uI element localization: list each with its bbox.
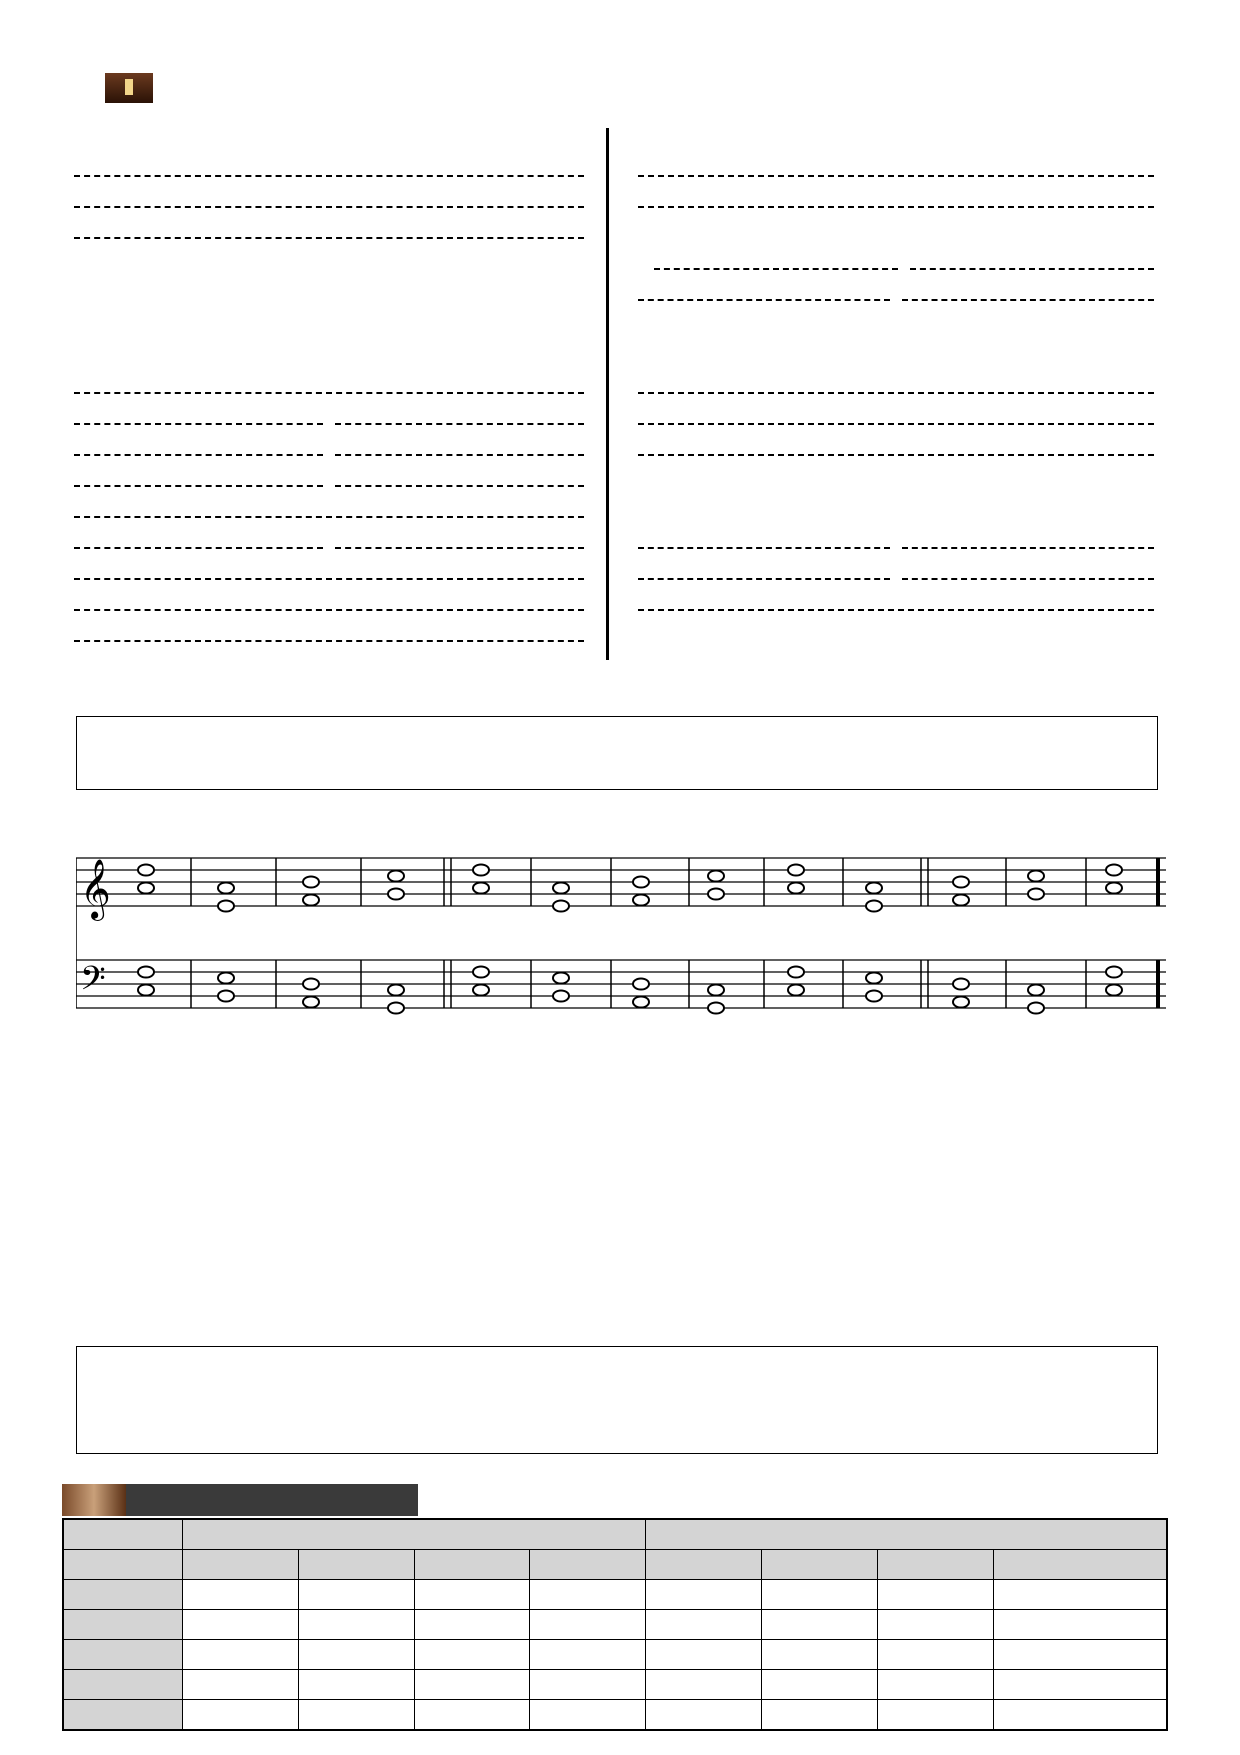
table-cell [414,1640,530,1670]
order-row-leader [638,173,1154,177]
order-row-leader [74,576,584,580]
table-cell [530,1670,646,1700]
table-cell [298,1670,414,1700]
sec1-list [68,159,590,252]
table-cell [993,1670,1167,1700]
order-row-leader [74,483,584,487]
order-row-leader [74,638,584,642]
table-cell [183,1580,299,1610]
order-row [68,159,590,190]
order-row [632,531,1160,562]
order-row [632,283,1160,314]
order-row [632,376,1160,407]
table-row [63,1519,1167,1550]
table-cell [877,1580,993,1610]
order-row [632,345,1160,376]
order-row-leader [638,297,1154,301]
altar-image-icon [105,73,153,103]
table-cell [183,1700,299,1731]
order-row-leader [638,390,1154,394]
duty-title [126,1484,418,1516]
table-header-cell [646,1550,762,1580]
table-header-cell [63,1519,183,1550]
table-header-cell [877,1550,993,1580]
order-row [68,593,590,624]
table-cell [183,1610,299,1640]
order-row [68,407,590,438]
order-row [632,562,1160,593]
order-row [68,562,590,593]
table-header-cell [298,1550,414,1580]
table-header-cell [414,1550,530,1580]
postcommunion-text [76,1346,1158,1454]
order-row-leader [74,421,584,425]
sec2-list [68,376,590,655]
order-row-leader [638,452,1154,456]
priest-image-icon [62,1484,126,1516]
svg-text:𝄞: 𝄞 [80,859,111,919]
sec4-list [632,531,1160,624]
section-heading-eucharist [632,128,1160,159]
sec3-list [632,159,1160,221]
order-row-leader [654,266,1154,270]
order-row [632,438,1160,469]
table-cell [993,1700,1167,1731]
table-cell [877,1670,993,1700]
order-row-leader [74,514,584,518]
order-row [68,624,590,655]
order-row [632,407,1160,438]
order-row [68,469,590,500]
table-cell [762,1580,878,1610]
table-cell [762,1700,878,1731]
table-cell [530,1610,646,1640]
order-row [632,221,1160,252]
table-cell [762,1670,878,1700]
music-staff-lines [76,858,1166,1014]
table-header-cell [530,1550,646,1580]
psalm-chant-score [76,840,1166,1030]
table-row-label [63,1700,183,1731]
table-cell [530,1580,646,1610]
order-right-column [632,128,1160,655]
order-row [68,252,590,283]
table-cell [877,1610,993,1640]
table-row [63,1670,1167,1700]
table-header-cell [183,1519,646,1550]
table-cell [646,1700,762,1731]
table-cell [646,1640,762,1670]
table-cell [646,1580,762,1610]
duty-banner [62,1484,418,1516]
order-row-leader [638,576,1154,580]
order-row [68,531,590,562]
table-cell [762,1640,878,1670]
order-row [632,190,1160,221]
order-row-leader [74,390,584,394]
standing-note [632,624,1160,655]
order-row [632,159,1160,190]
table-row [63,1580,1167,1610]
table-row-label [63,1640,183,1670]
table-row [63,1640,1167,1670]
table-cell [298,1610,414,1640]
table-header-cell [183,1550,299,1580]
order-row-leader [74,545,584,549]
table-cell [646,1670,762,1700]
table-cell [298,1580,414,1610]
table-cell [877,1640,993,1670]
table-row-label [63,1610,183,1640]
section-heading-word [68,345,590,376]
table-row-label [63,1670,183,1700]
order-row-leader [638,421,1154,425]
order-row [68,500,590,531]
column-divider [606,128,609,660]
table-row [63,1700,1167,1731]
table-cell [414,1700,530,1731]
order-row-leader [74,173,584,177]
order-row [632,252,1160,283]
table-cell [762,1610,878,1640]
table-row [63,1550,1167,1580]
table-cell [993,1640,1167,1670]
table-cell [298,1700,414,1731]
collect-text [76,716,1158,790]
order-row [68,190,590,221]
table-header-cell [762,1550,878,1580]
order-row [68,283,590,314]
section-heading-dismissal [632,500,1160,531]
order-row [68,438,590,469]
order-row-leader [74,452,584,456]
order-row-leader [74,235,584,239]
table-cell [646,1610,762,1640]
order-row-leader [638,607,1154,611]
table-cell [877,1700,993,1731]
table-cell [183,1640,299,1670]
table-cell [993,1580,1167,1610]
table-cell [414,1610,530,1640]
svg-text:𝄢: 𝄢 [80,960,106,1006]
order-row [632,314,1160,345]
table-cell [414,1580,530,1610]
duty-table [62,1518,1168,1731]
order-row-leader [638,545,1154,549]
table-header-cell [63,1550,183,1580]
order-left-column [68,128,590,655]
table-cell [298,1640,414,1670]
table-cell [530,1640,646,1670]
table-row [63,1610,1167,1640]
order-row [632,593,1160,624]
order-row-leader [74,607,584,611]
table-header-cell [646,1519,1167,1550]
order-row [68,376,590,407]
table-cell [530,1700,646,1731]
order-row-leader [74,204,584,208]
table-cell [414,1670,530,1700]
table-cell [183,1670,299,1700]
table-header-cell [993,1550,1167,1580]
order-row [68,221,590,252]
sec3-list2 [632,376,1160,469]
table-cell [993,1610,1167,1640]
page-header [105,73,163,103]
section-heading-opening [68,128,590,159]
table-row-label [63,1580,183,1610]
order-row-leader [638,204,1154,208]
